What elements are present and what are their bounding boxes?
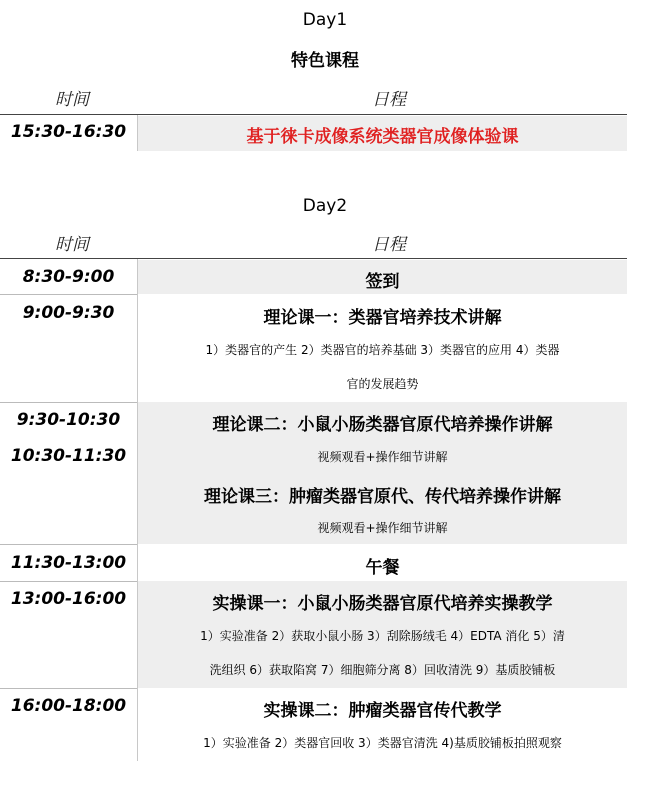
row-time-practical-1: 13:00-16:00	[10, 589, 127, 609]
row-detail-theory-3: 视频观看+操作细节讲解	[317, 521, 448, 535]
day2-divider	[0, 258, 627, 259]
day2-header-time: 时间	[55, 235, 89, 255]
row-detail-practical-1-line1: 1）实验准备 2）获取小鼠小肠 3）刮除肠绒毛 4）EDTA 消化 5）清	[200, 629, 565, 643]
row-detail-practical-1-line2: 洗组织 6）获取陷窝 7）细胞筛分离 8）回收清洗 9）基质胶铺板	[209, 663, 556, 677]
day1-divider	[0, 114, 627, 115]
row-main-lunch: 午餐	[365, 558, 400, 578]
row-main-theory-3: 理论课三：肿瘤类器官原代、传代培养操作讲解	[204, 487, 561, 507]
row-time-checkin: 8:30-9:00	[22, 267, 115, 287]
day1-subtitle: 特色课程	[291, 51, 359, 71]
row-time-theory-1: 9:00-9:30	[22, 303, 115, 323]
row-detail-practical-2: 1）实验准备 2）类器官回收 3）类器官清洗 4)基质胶铺板拍照观察	[203, 736, 562, 750]
row-separator	[0, 294, 137, 295]
row-separator	[0, 688, 137, 689]
day1-header-schedule: 日程	[372, 90, 406, 110]
day1-header-time: 时间	[55, 90, 89, 110]
row-main-theory-1: 理论课一：类器官培养技术讲解	[263, 308, 502, 328]
row-time-practical-2: 16:00-18:00	[10, 696, 127, 716]
day2-header-schedule: 日程	[372, 235, 406, 255]
row-separator	[0, 581, 137, 582]
day1-title: Day1	[302, 10, 348, 30]
row-detail-theory-1-line2: 官的发展趋势	[346, 377, 419, 391]
row-main-checkin: 签到	[365, 272, 400, 292]
row-detail-theory-2: 视频观看+操作细节讲解	[317, 450, 448, 464]
row-separator	[0, 544, 137, 545]
row-main-theory-2: 理论课二：小鼠小肠类器官原代培养操作讲解	[212, 415, 553, 435]
row-time-lunch: 11:30-13:00	[10, 553, 127, 573]
row-main-practical-2: 实操课二：肿瘤类器官传代教学	[263, 701, 502, 721]
row-time-theory-3: 10:30-11:30	[10, 446, 127, 466]
row-time-theory-2: 9:30-10:30	[16, 410, 121, 430]
day1-row-course: 基于徕卡成像系统类器官成像体验课	[246, 127, 519, 147]
day1-row-time: 15:30-16:30	[10, 122, 127, 142]
row-detail-theory-1-line1: 1）类器官的产生 2）类器官的培养基础 3）类器官的应用 4）类器	[205, 343, 560, 357]
row-main-practical-1: 实操课一：小鼠小肠类器官原代培养实操教学	[212, 594, 553, 614]
row-separator	[0, 402, 137, 403]
day2-title: Day2	[302, 196, 348, 216]
